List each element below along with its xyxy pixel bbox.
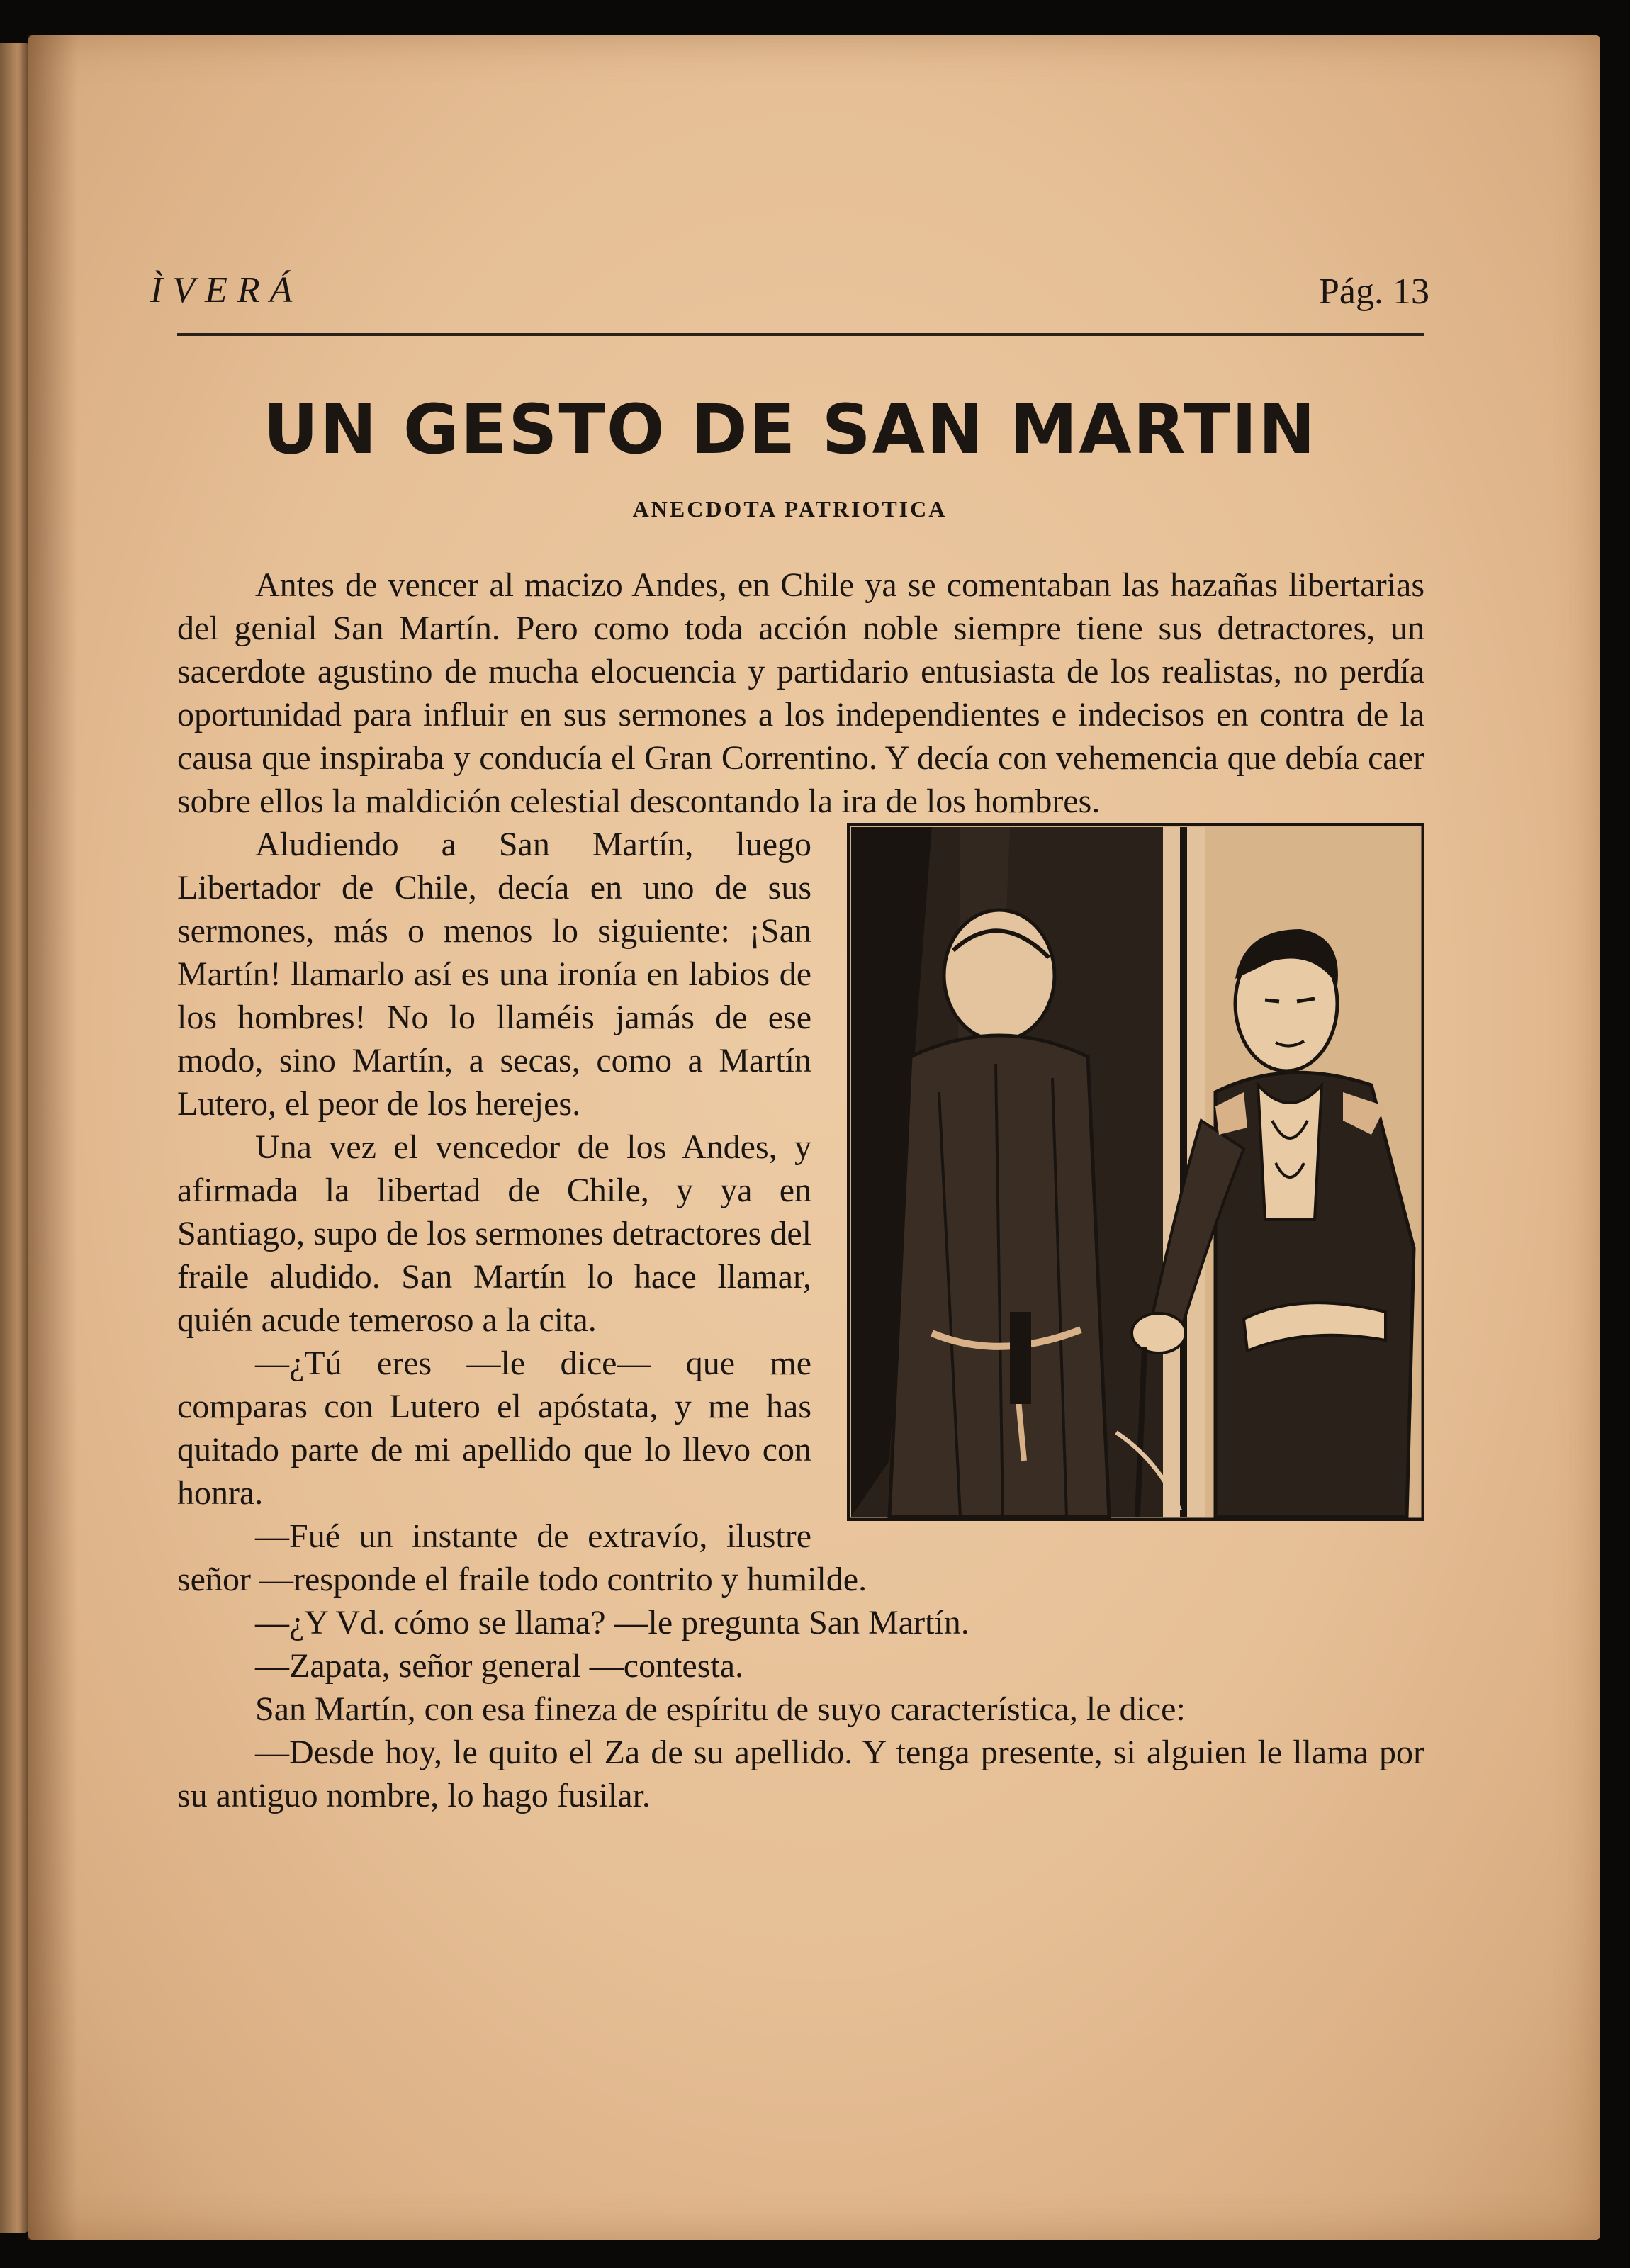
paragraph: Una vez el vencedor de los Andes, y afirmada la libertad de Chile, y ya en Santiago, supo de los sermones detractores del fraile aludido. San Martín lo hace llamar, quién acude temeroso a la cita. [177,1128,811,1339]
paragraph: San Martín, con esa fineza de espíritu de suyo característica, le dice: [255,1690,1186,1728]
article-subtitle: ANECDOTA PATRIOTICA [632,496,948,522]
previous-page-edge [0,43,30,2233]
header-rule [177,333,1424,336]
dialog-line: —Desde hoy, le quito el Za de su apellido. Y tenga presente, si alguien le llama por su antiguo nombre, lo hago fusilar. [177,1734,1424,1814]
paragraph: Aludiendo a San Martín, luego Libertador de Chile, decía en uno de sus sermones, más o menos lo siguiente: ¡San Martín! llamarlo así es una ironía en labios de los hombres! No lo llaméis jamás de ese modo, sino Martín, a secas, como a Martín Lutero, el peor de los herejes. [177,826,811,1123]
article-body [177,563,1424,1817]
engraving-image [847,823,1424,1521]
dialog-line: —Fué un instante de extravío, ilustre señor —responde el fraile todo contrito y humilde. [177,1517,867,1598]
article-title: UN GESTO DE SAN MARTIN [263,390,1317,469]
dialog-line: —Zapata, señor general —contesta. [255,1647,744,1685]
running-header [150,234,1429,319]
dialog-line: —¿Tú eres —le dice— que me comparas con Lutero el apóstata, y me has quitado parte de mi apellido que lo llevo con honra. [177,1344,811,1512]
page-number: Pág. 13 [1319,271,1429,312]
page-gutter-shadow [28,35,78,2240]
illustration-friar-and-general [847,823,1424,1521]
running-title: ÌVERÁ [150,270,303,310]
paragraph: Antes de vencer al macizo Andes, en Chile ya se comentaban las hazañas libertarias del genial San Martín. Pero como toda acción noble siempre tiene sus detractores, un sacerdote agustino de mucha elocuencia y partidario entusiasta de los realistas, no perdía oportunidad para influir en sus sermones a los independientes e indecisos en contra de la causa que inspiraba y conducía el Gran Correntino. Y decía con vehemencia que debía caer sobre ellos la maldición celestial descontando la ira de los hombres. [177,566,1424,820]
dialog-line: —¿Y Vd. cómo se llama? —le pregunta San Martín. [255,1604,969,1641]
